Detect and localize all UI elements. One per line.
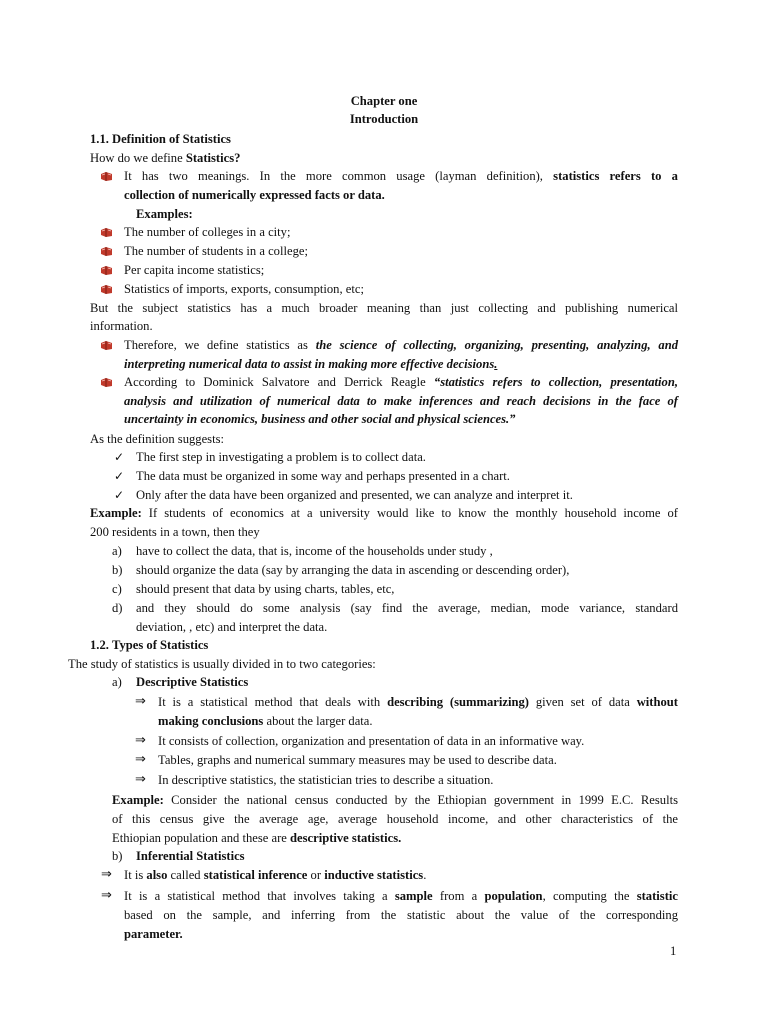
descriptive-point-1: It is a statistical method that deals with describing (summarizing) given set of data without <box>158 695 678 709</box>
broader-line-2: information. <box>90 319 153 333</box>
definition-line-1: Therefore, we define statistics as the science of collecting, organizing, presenting, analyzing, and <box>124 338 679 352</box>
list-item: The first step in investigating a problem is to collect data. <box>136 450 426 464</box>
double-arrow-icon: ⇒ <box>135 752 146 767</box>
section-title: Types of Statistics <box>112 638 209 652</box>
example-line-1: Example: If students of economics at a university would like to know the monthly household income of <box>90 506 678 520</box>
page-number: 1 <box>670 944 677 958</box>
list-item: The data must be organized in some way and perhaps presented in a chart. <box>136 469 510 483</box>
descriptive-point-2: It consists of collection, organization and presentation of data in an informative way. <box>158 734 585 748</box>
section-title: Definition of Statistics <box>112 132 231 146</box>
double-arrow-icon: ⇒ <box>101 867 112 882</box>
chapter-label: Chapter one <box>350 94 418 108</box>
descriptive-point-4: In descriptive statistics, the statistician tries to describe a situation. <box>158 773 494 787</box>
list-marker: a) <box>112 675 122 689</box>
list-marker: d) <box>112 601 123 615</box>
book-bullet-icon <box>101 228 112 237</box>
census-line-2: of this census give the average age, average household income, and other characteristics of the <box>112 812 678 826</box>
list-item: should present that data by using charts, tables, etc, <box>136 582 395 596</box>
check-icon: ✓ <box>114 450 125 464</box>
list-item-continuation: deviation, , etc) and interpret the data. <box>136 620 328 634</box>
definition-line-2: interpreting numerical data to assist in making more effective decisions. <box>124 357 498 371</box>
double-arrow-icon: ⇒ <box>101 888 112 903</box>
question-line: How do we define Statistics? <box>90 151 241 165</box>
inferential-title: Inferential Statistics <box>136 849 245 863</box>
meaning-line-2: collection of numerically expressed facts or data. <box>124 188 385 202</box>
list-item: The number of students in a college; <box>124 244 308 258</box>
salvatore-line-3: uncertainty in economics, business and other social and physical sciences.” <box>124 412 516 426</box>
suggests-line: As the definition suggests: <box>90 432 224 446</box>
list-item: The number of colleges in a city; <box>124 225 291 239</box>
descriptive-title: Descriptive Statistics <box>136 675 249 689</box>
double-arrow-icon: ⇒ <box>135 772 146 787</box>
example-line-2: 200 residents in a town, then they <box>90 525 260 539</box>
list-marker: b) <box>112 563 123 577</box>
double-arrow-icon: ⇒ <box>135 733 146 748</box>
inferential-point-2: It is a statistical method that involves taking a sample from a population, computing the statistic <box>124 889 678 903</box>
list-item: and they should do some analysis (say find the average, median, mode variance, standard <box>136 601 678 615</box>
examples-label: Examples: <box>136 207 193 221</box>
section-number: 1.1. <box>90 132 109 146</box>
inferential-point-2-cont: based on the sample, and inferring from the statistic about the value of the corresponding <box>124 908 678 922</box>
census-line-3: Ethiopian population and these are descriptive statistics. <box>112 831 402 845</box>
broader-line-1: But the subject statistics has a much broader meaning than just collecting and publishing numerical <box>90 301 678 315</box>
list-marker: a) <box>112 544 122 558</box>
chapter-title: Introduction <box>349 112 419 126</box>
book-bullet-icon <box>101 247 112 256</box>
salvatore-line-1: According to Dominick Salvatore and Derrick Reagle “statistics refers to collection, presentation, <box>124 375 678 389</box>
check-icon: ✓ <box>114 469 125 483</box>
book-bullet-icon <box>101 172 112 181</box>
descriptive-point-1-cont: making conclusions about the larger data. <box>158 714 373 728</box>
census-line-1: Example: Consider the national census conducted by the Ethiopian government in 1999 E.C. Results <box>112 793 678 807</box>
descriptive-point-3: Tables, graphs and numerical summary measures may be used to describe data. <box>158 753 557 767</box>
check-icon: ✓ <box>114 488 125 502</box>
list-item: have to collect the data, that is, income of the households under study , <box>136 544 493 558</box>
book-bullet-icon <box>101 341 112 350</box>
list-item: Only after the data have been organized and presented, we can analyze and interpret it. <box>136 488 573 502</box>
section-number: 1.2. <box>90 638 109 652</box>
double-arrow-icon: ⇒ <box>135 694 146 709</box>
salvatore-line-2: analysis and utilization of numerical data to make inferences and reach decisions in the face of <box>124 394 678 408</box>
book-bullet-icon <box>101 266 112 275</box>
list-item: Per capita income statistics; <box>124 263 265 277</box>
list-item: Statistics of imports, exports, consumption, etc; <box>124 282 364 296</box>
inferential-point-2-end: parameter. <box>124 927 183 941</box>
meaning-line-1: It has two meanings. In the more common usage (layman definition), statistics refers to a <box>124 169 678 183</box>
book-bullet-icon <box>101 285 112 294</box>
list-item: should organize the data (say by arranging the data in ascending or descending order), <box>136 563 570 577</box>
book-bullet-icon <box>101 378 112 387</box>
list-marker: b) <box>112 849 123 863</box>
list-marker: c) <box>112 582 122 596</box>
divided-line: The study of statistics is usually divided in to two categories: <box>68 657 376 671</box>
inferential-point-1: It is also called statistical inference or inductive statistics. <box>124 868 427 882</box>
